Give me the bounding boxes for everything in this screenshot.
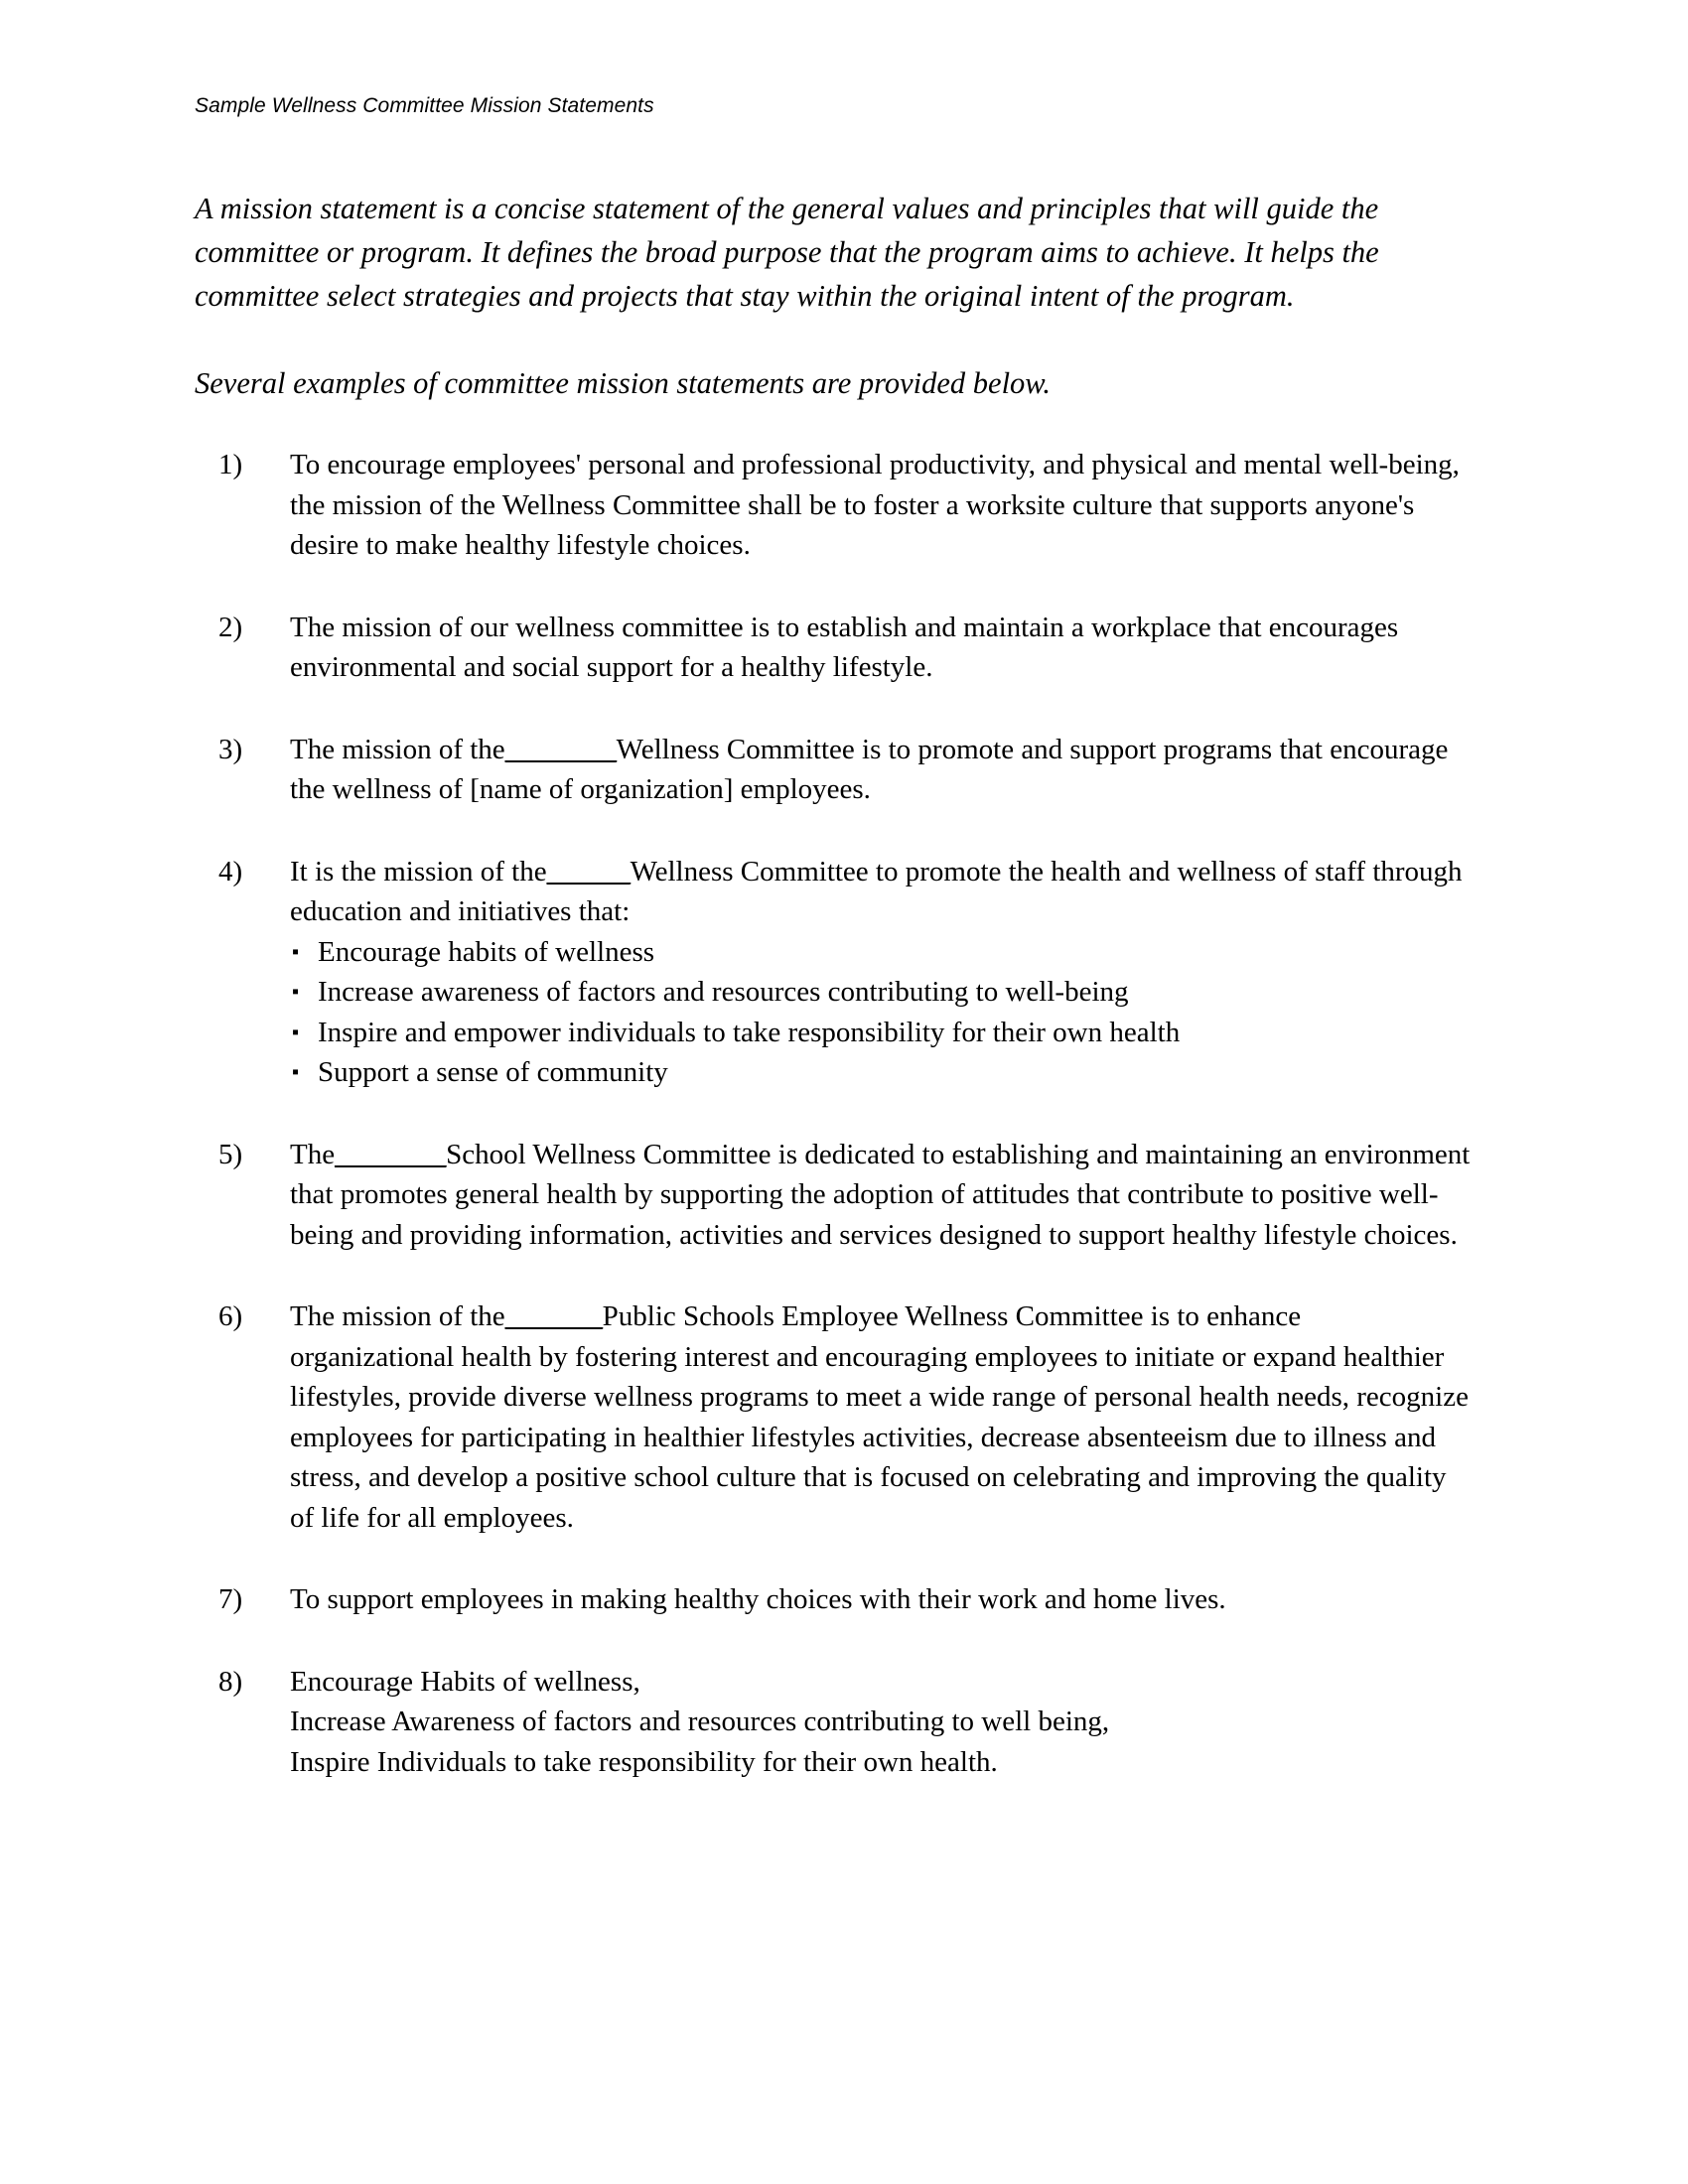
square-bullet-icon: ▪ (292, 1061, 300, 1083)
list-item-marker: 1) (218, 449, 243, 480)
intro-paragraph: A mission statement is a concise statement of the general values and principles that will guide the committee or program. It defines the broad purpose that the program aims to achieve. It helps the committee select strategies and projects that stay within the original intent of the program. (195, 192, 1379, 313)
lead-in-line: Several examples of committee mission statements are provided below. (195, 366, 1051, 400)
list-item (195, 1297, 1472, 1538)
list-item-text: The mission of our wellness committee is to establish and maintain a workplace that encourages environmental and social support for a healthy lifestyle. (290, 611, 1399, 683)
text-after-blank: Wellness Committee is to promote and support programs that encourage the wellness of [name of organization] employees. (290, 733, 1449, 805)
square-bullet-icon: ▪ (292, 1021, 300, 1043)
list-item (195, 1662, 1472, 1783)
list-item-marker: 7) (218, 1583, 243, 1615)
text-before-blank: It is the mission of the (290, 855, 547, 887)
list-item (195, 608, 1472, 688)
bullet-text: Support a sense of community (318, 1056, 668, 1088)
text-after-blank: School Wellness Committee is dedicated to establishing and maintaining an environment that promotes general health by supporting the adoption of attitudes that contribute to positive well-being and providing information, activities and services designed to support healthy lifestyle choices. (290, 1138, 1471, 1251)
list-item-marker: 3) (218, 733, 243, 765)
list-item (290, 1013, 1472, 1053)
list-item-marker: 4) (218, 855, 243, 887)
list-item-text (290, 852, 1472, 932)
mission-statement-list (195, 445, 1472, 1782)
list-item (290, 932, 1472, 973)
list-item-marker: 6) (218, 1300, 243, 1332)
list-item (290, 1052, 1472, 1093)
list-item-text: To support employees in making healthy choices with their work and home lives. (290, 1583, 1226, 1615)
fill-in-blank: ________ (504, 733, 617, 765)
text-after-blank: Public Schools Employee Wellness Committee is to enhance organizational health by fostering interest and encouraging employees to initiate or expand healthier lifestyles, provide diverse wellness programs to meet a wide range of personal health needs, recognize employees for participating in healthier lifestyles activities, decrease absenteeism due to illness and stress, and develop a positive school culture that is focused on celebrating and improving the quality of life for all employees. (290, 1300, 1469, 1534)
list-item-text (290, 1662, 1472, 1783)
list-item-marker: 5) (218, 1138, 243, 1170)
list-item-marker: 2) (218, 611, 243, 643)
bullet-text: Increase awareness of factors and resources contributing to well-being (318, 976, 1129, 1008)
list-item-line: Inspire Individuals to take responsibility for their own health. (290, 1745, 998, 1778)
text-before-blank: The mission of the (290, 1300, 505, 1332)
running-header: Sample Wellness Committee Mission Statements (195, 94, 654, 117)
fill-in-blank: ________ (335, 1138, 447, 1170)
list-item-text (290, 730, 1472, 810)
list-item (290, 972, 1472, 1013)
sub-bullet-list (290, 932, 1472, 1093)
list-item (195, 1135, 1472, 1256)
text-after-blank: Wellness Committee to promote the health and wellness of staff through education and initiatives that: (290, 855, 1463, 927)
text-before-blank: The (290, 1138, 336, 1170)
list-item-line: Encourage Habits of wellness, (290, 1665, 640, 1698)
list-item-text: To encourage employees' personal and professional productivity, and physical and mental well-being, the mission of the Wellness Committee shall be to foster a worksite culture that supports anyone's desire to make healthy lifestyle choices. (290, 449, 1460, 561)
list-item-text (290, 1135, 1472, 1256)
bullet-text: Inspire and empower individuals to take responsibility for their own health (318, 1016, 1181, 1048)
square-bullet-icon: ▪ (292, 940, 300, 963)
text-before-blank: The mission of the (290, 733, 505, 765)
document-body (195, 187, 1472, 1782)
list-item (195, 1579, 1472, 1620)
fill-in-blank: _______ (504, 1300, 603, 1332)
list-item-text (290, 1297, 1472, 1538)
list-item (195, 852, 1472, 1093)
fill-in-blank: ______ (546, 855, 631, 887)
list-item-line: Increase Awareness of factors and resources contributing to well being, (290, 1706, 1110, 1737)
bullet-text: Encourage habits of wellness (318, 935, 655, 968)
list-item-marker: 8) (218, 1665, 243, 1698)
list-item (195, 730, 1472, 810)
square-bullet-icon: ▪ (292, 981, 300, 1003)
list-item (195, 445, 1472, 566)
